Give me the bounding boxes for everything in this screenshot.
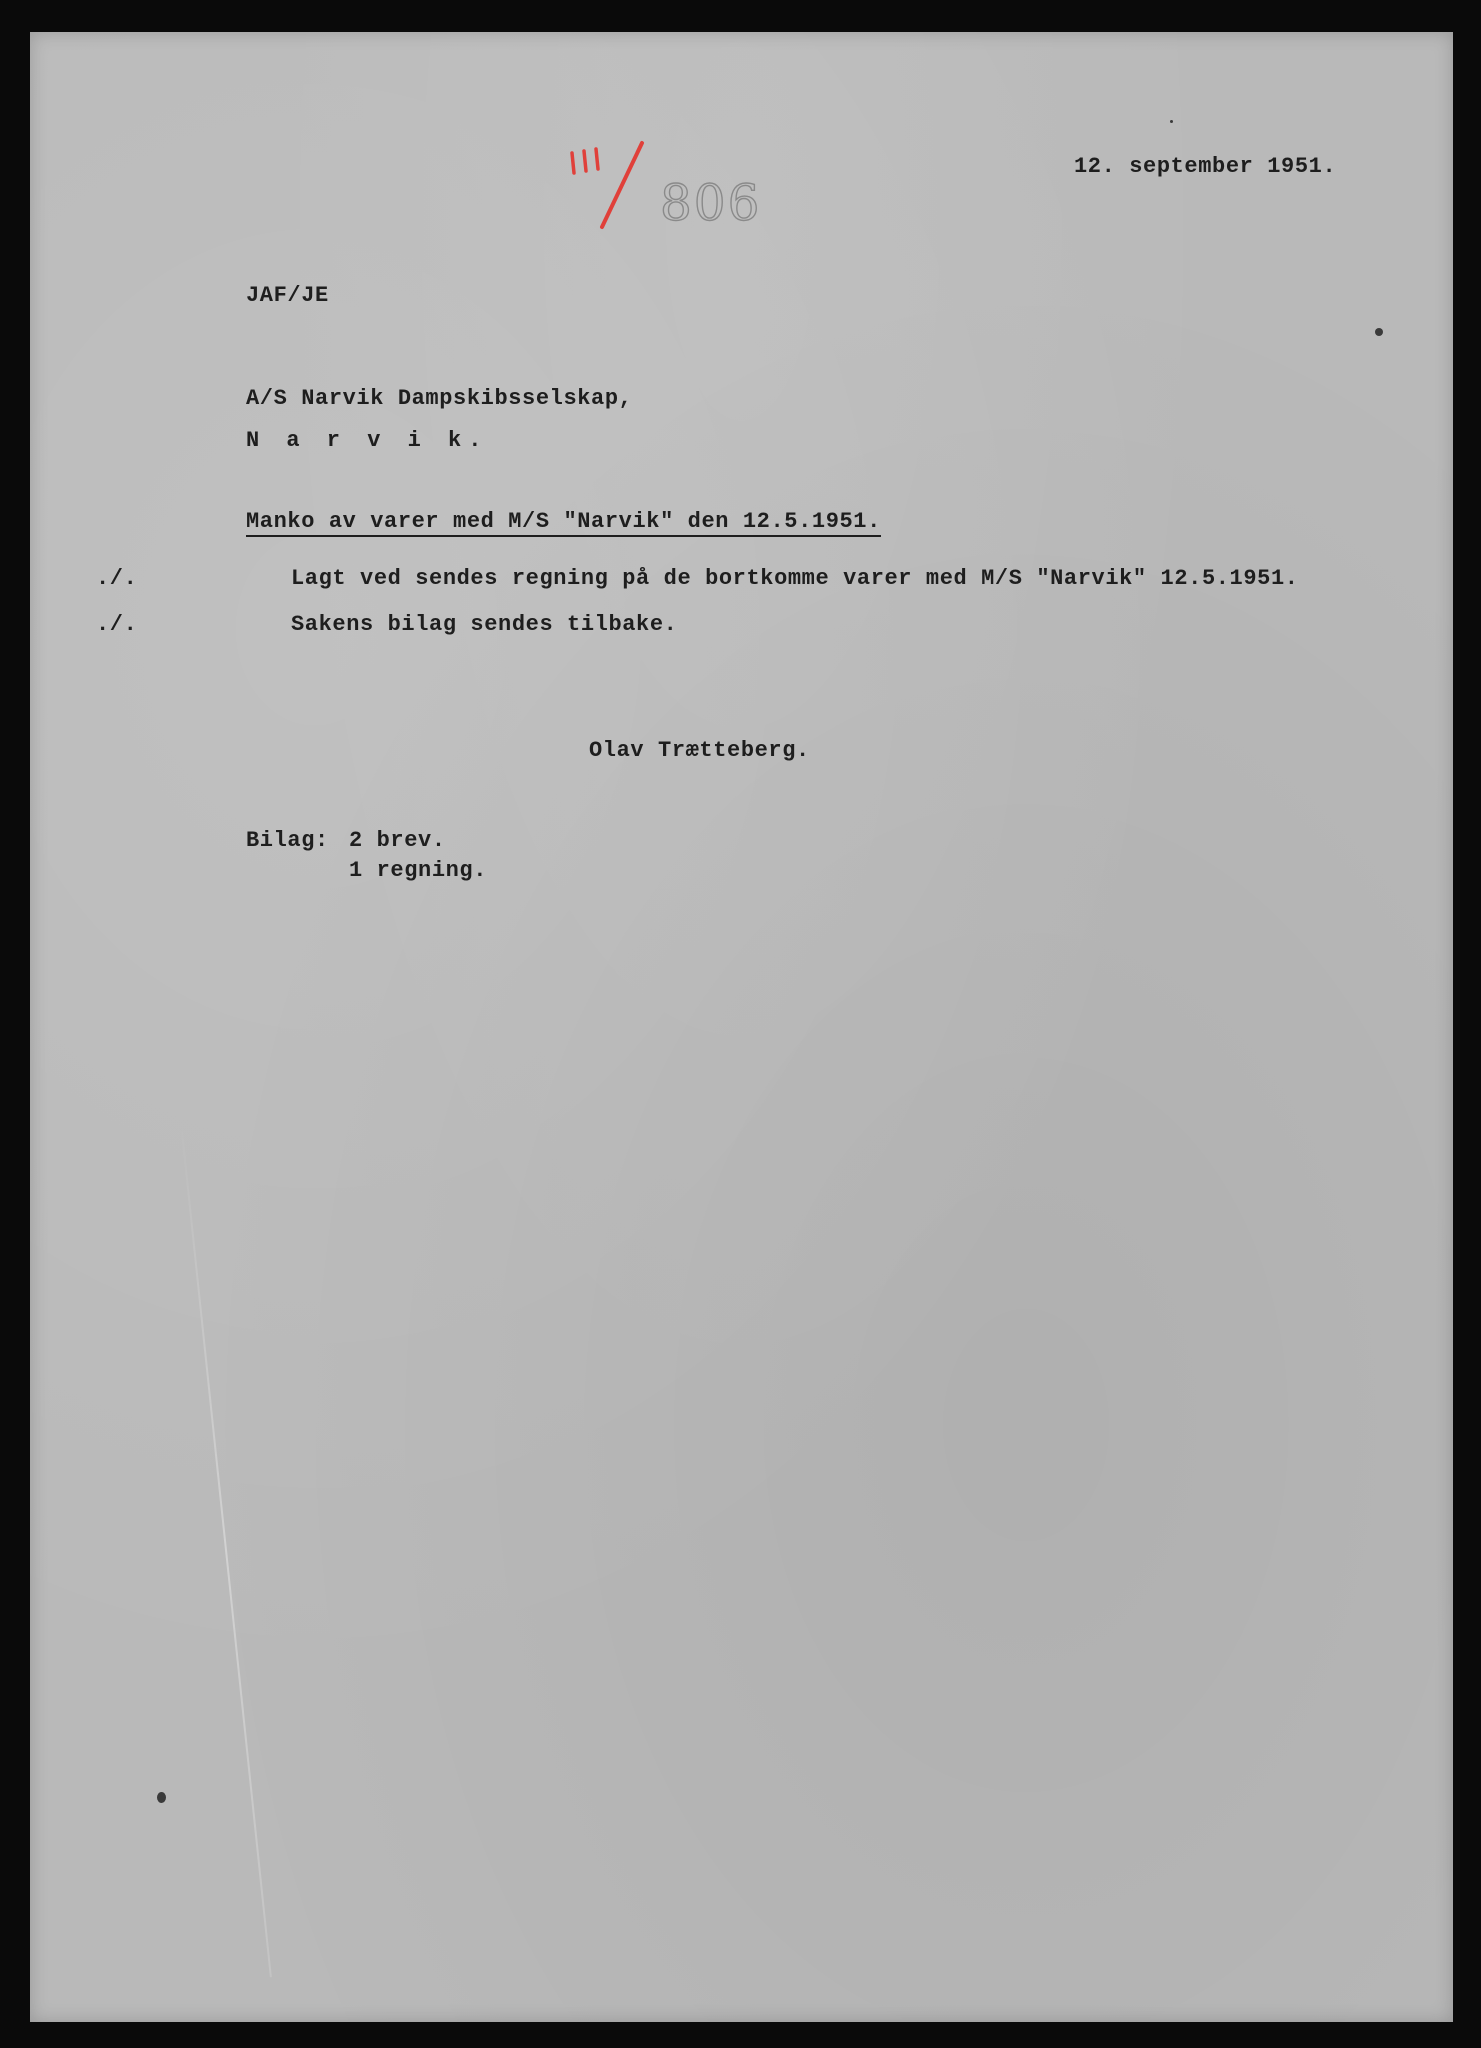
- signature: Olav Trætteberg.: [589, 738, 810, 763]
- enclosures-label: Bilag:: [246, 828, 329, 853]
- recipient-city: N a r v i k.: [246, 428, 489, 453]
- paper-sheet: [30, 32, 1453, 2022]
- red-pencil-mark: [560, 135, 670, 235]
- paper-fold-line: [180, 1122, 272, 1977]
- subject-line: Manko av varer med M/S "Narvik" den 12.5.1951.: [246, 511, 881, 537]
- punch-hole-mark: [157, 1792, 166, 1803]
- body-line: Sakens bilag sendes tilbake.: [291, 612, 678, 637]
- enclosure-item: 1 regning.: [349, 858, 488, 883]
- enclosure-item: 2 brev.: [349, 828, 446, 853]
- reference-code: JAF/JE: [246, 283, 329, 308]
- journal-number: 806: [660, 174, 762, 232]
- recipient-name: A/S Narvik Dampskibsselskap,: [246, 386, 633, 411]
- ink-speck: [1170, 120, 1173, 123]
- punch-hole-mark: [1375, 328, 1383, 336]
- margin-mark: ./.: [96, 566, 138, 591]
- margin-mark: ./.: [96, 612, 138, 637]
- body-line: Lagt ved sendes regning på de bortkomme varer med M/S "Narvik" 12.5.1951.: [291, 566, 1299, 591]
- letter-date: 12. september 1951.: [1074, 154, 1337, 179]
